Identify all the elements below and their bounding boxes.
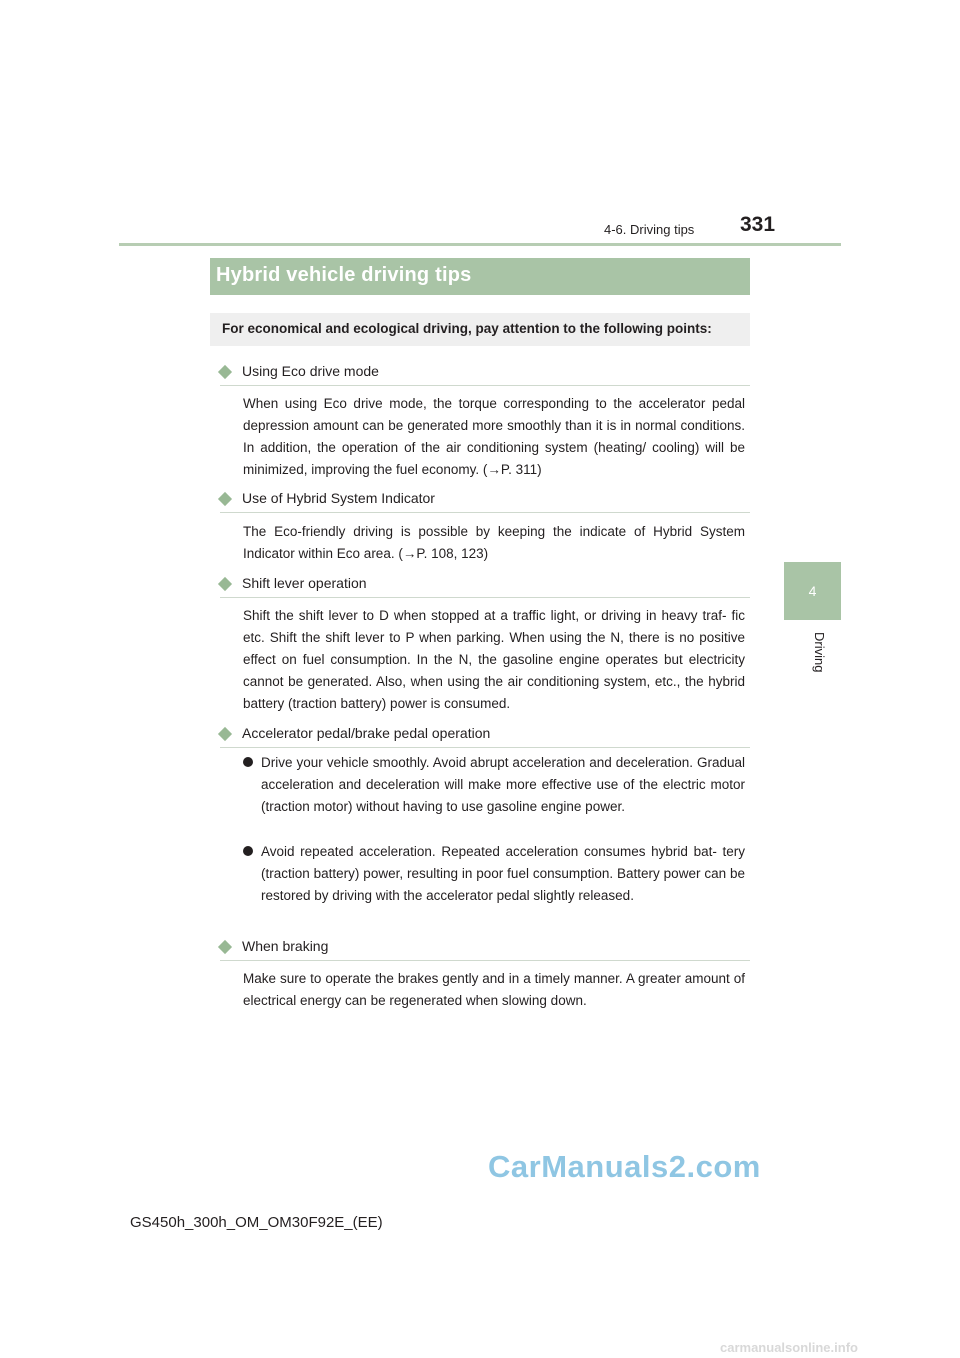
chapter-label: Driving (812, 632, 827, 673)
subheading-text: Accelerator pedal/brake pedal operation (242, 725, 491, 741)
subheading-hybrid-system-indicator (220, 490, 750, 513)
chapter-tab: 4 (784, 562, 841, 620)
section-title: 4-6. Driving tips (604, 222, 695, 237)
bullet-text: Avoid repeated acceleration. Repeated acceleration consumes hybrid bat- tery (traction battery) power, resulting in poor fuel consumption. Battery power can be restored by driving with the accelerator pedal slightly released. (261, 844, 745, 903)
diamond-icon (218, 577, 232, 591)
subheading-text: Shift lever operation (242, 575, 367, 591)
subheading-shift-lever (220, 575, 750, 598)
paragraph-hybrid-system-indicator: The Eco-friendly driving is possible by keeping the indicate of Hybrid System Indicator within Eco area. (→P. 108, 123) (243, 524, 745, 561)
diamond-icon (218, 727, 232, 741)
paragraph-eco-drive-mode: When using Eco drive mode, the torque corresponding to the accelerator pedal depression amount can be generated more smoothly than it is in normal conditions. In addition, the operation of the air conditioning system (heating/ cooling) will be minimized, improving the fuel economy. (→P. 311) (243, 396, 745, 477)
page-number: 331 (740, 213, 776, 236)
title-bar (210, 258, 750, 295)
paragraph-shift-lever: Shift the shift lever to D when stopped at a traffic light, or driving in heavy traf- fic etc. Shift the shift lever to P when parking. When using the N, there is no positive effect on fuel consumption. In the N, the gasoline engine operates but electricity cannot be generated. Also, when using the air conditioning system, etc., the hybrid battery (traction battery) power is consumed. (243, 608, 745, 711)
diamond-icon (218, 492, 232, 506)
paragraph-when-braking: Make sure to operate the brakes gently and in a timely manner. A greater amount of electrical energy can be regenerated when slowing down. (243, 971, 745, 1008)
diamond-icon (218, 365, 232, 379)
footer-code: GS450h_300h_OM_OM30F92E_(EE) (130, 1214, 383, 1231)
subheading-text: Use of Hybrid System Indicator (242, 490, 435, 506)
subheading-eco-drive-mode (220, 363, 750, 386)
subheading-when-braking (220, 938, 750, 961)
subheading-text: Using Eco drive mode (242, 363, 379, 379)
bullet-icon (243, 846, 253, 856)
watermark-footer: carmanualsonline.info (720, 1340, 858, 1355)
watermark-logo: CarManuals2.com (488, 1149, 761, 1184)
diamond-icon (218, 940, 232, 954)
subheading-pedal-operation (220, 725, 750, 748)
subheading-text: When braking (242, 938, 329, 954)
page-title: Hybrid vehicle driving tips (216, 264, 472, 286)
header-rule (119, 243, 841, 246)
intro-text: For economical and ecological driving, pay attention to the following points: (222, 321, 712, 336)
intro-box (210, 313, 750, 346)
bullet-icon (243, 757, 253, 767)
bullet-text: Drive your vehicle smoothly. Avoid abrupt acceleration and deceleration. Gradual acceleration and deceleration will make more effective use of the electric motor (traction motor) without having to use gasoline engine power. (261, 755, 745, 814)
